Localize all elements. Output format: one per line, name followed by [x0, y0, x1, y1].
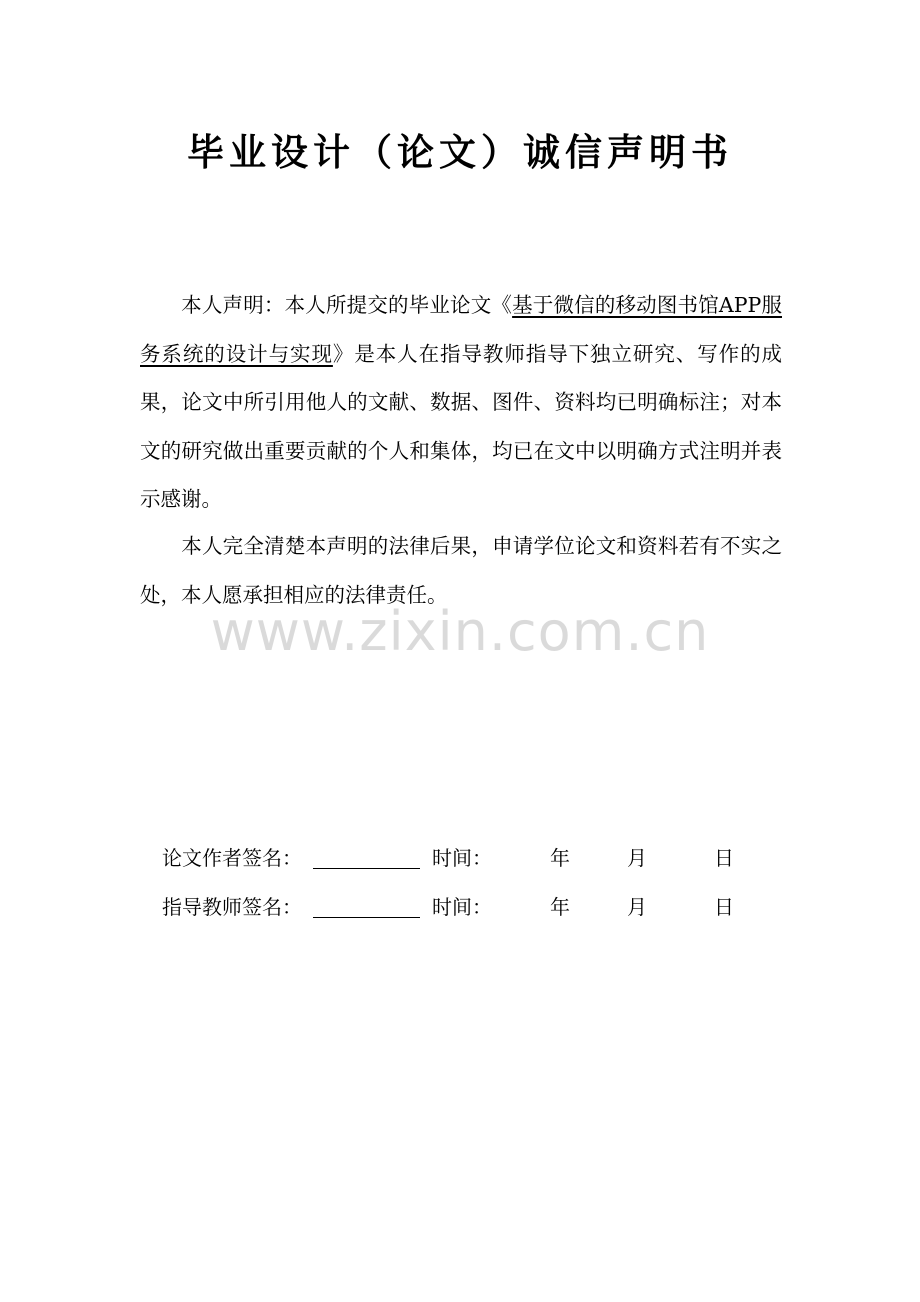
author-day-label: 日	[714, 846, 734, 870]
advisor-year-label: 年	[550, 895, 570, 919]
author-signature-label: 论文作者签名：	[162, 846, 302, 870]
advisor-signature-label: 指导教师签名：	[162, 895, 302, 919]
responsibility-text: 本人完全清楚本声明的法律后果，申请学位论文和资料若有不实之处，本人愿承担相应的法律责任。	[140, 534, 782, 607]
thesis-title: 基于微信的移动图书馆APP服务系统的设计与实现	[140, 293, 782, 366]
declaration-paragraph	[140, 281, 782, 524]
author-year-label: 年	[550, 846, 570, 870]
document-title: 毕业设计（论文）诚信声明书	[187, 131, 733, 174]
watermark: www.zixin.com.cn	[210, 600, 710, 663]
advisor-time-label: 时间：	[432, 895, 492, 919]
declaration-intro: 本人声明：本人所提交的毕业论文《	[181, 293, 513, 317]
author-signature-line[interactable]	[313, 868, 420, 869]
advisor-signature-line[interactable]	[313, 917, 420, 918]
declaration-rest: 》是本人在指导教师指导下独立研究、写作的成果，论文中所引用他人的文献、数据、图件、资料均已明确标注；对本文的研究做出重要贡献的个人和集体，均已在文中以明确方式注明并表示感谢。	[140, 341, 783, 511]
advisor-month-label: 月	[627, 895, 647, 919]
author-time-label: 时间：	[432, 846, 492, 870]
author-month-label: 月	[627, 846, 647, 870]
advisor-day-label: 日	[714, 895, 734, 919]
